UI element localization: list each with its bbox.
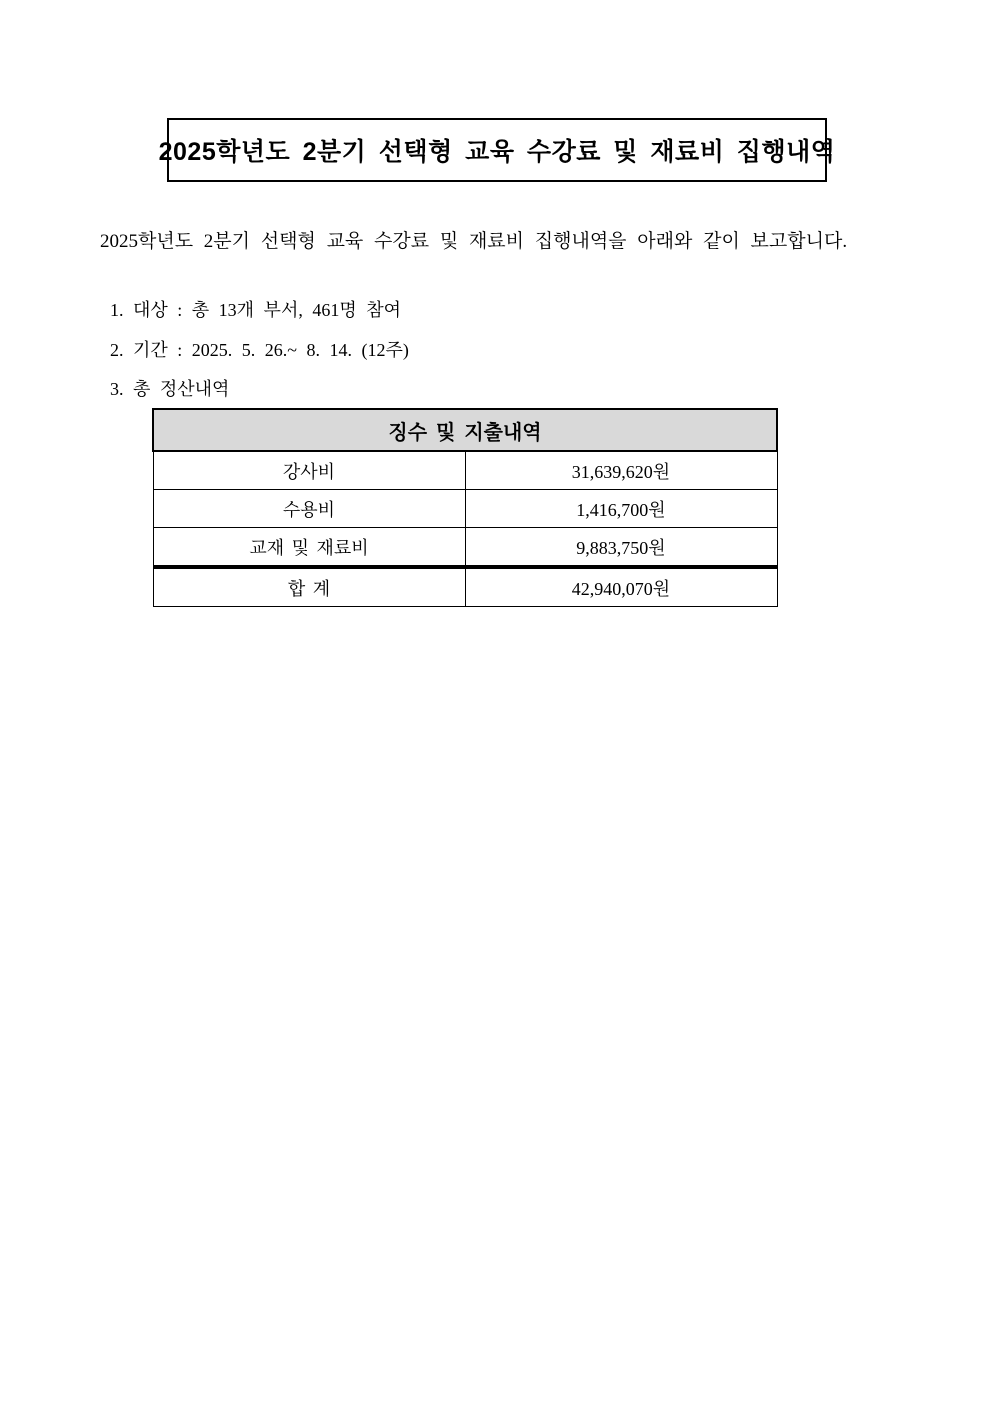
row-label: 합 계 xyxy=(153,567,465,607)
row-label: 수용비 xyxy=(153,490,465,528)
table-row xyxy=(153,451,777,490)
list-item-period: 2. 기간 : 2025. 5. 26.~ 8. 14. (12주) xyxy=(110,340,409,360)
table-row xyxy=(153,528,777,568)
row-label: 강사비 xyxy=(153,451,465,490)
list-item-settlement: 3. 총 정산내역 xyxy=(110,379,230,399)
document-title: 2025학년도 2분기 선택형 교육 수강료 및 재료비 집행내역 xyxy=(158,138,836,166)
intro-paragraph: 2025학년도 2분기 선택형 교육 수강료 및 재료비 집행내역을 아래와 같이 보고합니다. xyxy=(100,231,848,252)
row-value: 9,883,750원 xyxy=(465,528,777,568)
settlement-table xyxy=(152,408,778,607)
table-header-row xyxy=(153,409,777,451)
list-item-target: 1. 대상 : 총 13개 부서, 461명 참여 xyxy=(110,300,401,320)
row-value: 31,639,620원 xyxy=(465,451,777,490)
row-value: 1,416,700원 xyxy=(465,490,777,528)
table-header: 징수 및 지출내역 xyxy=(153,409,777,451)
table-row-total xyxy=(153,567,777,607)
row-value: 42,940,070원 xyxy=(465,567,777,607)
row-label: 교재 및 재료비 xyxy=(153,528,465,568)
table-row xyxy=(153,490,777,528)
document-title-box xyxy=(158,118,836,182)
